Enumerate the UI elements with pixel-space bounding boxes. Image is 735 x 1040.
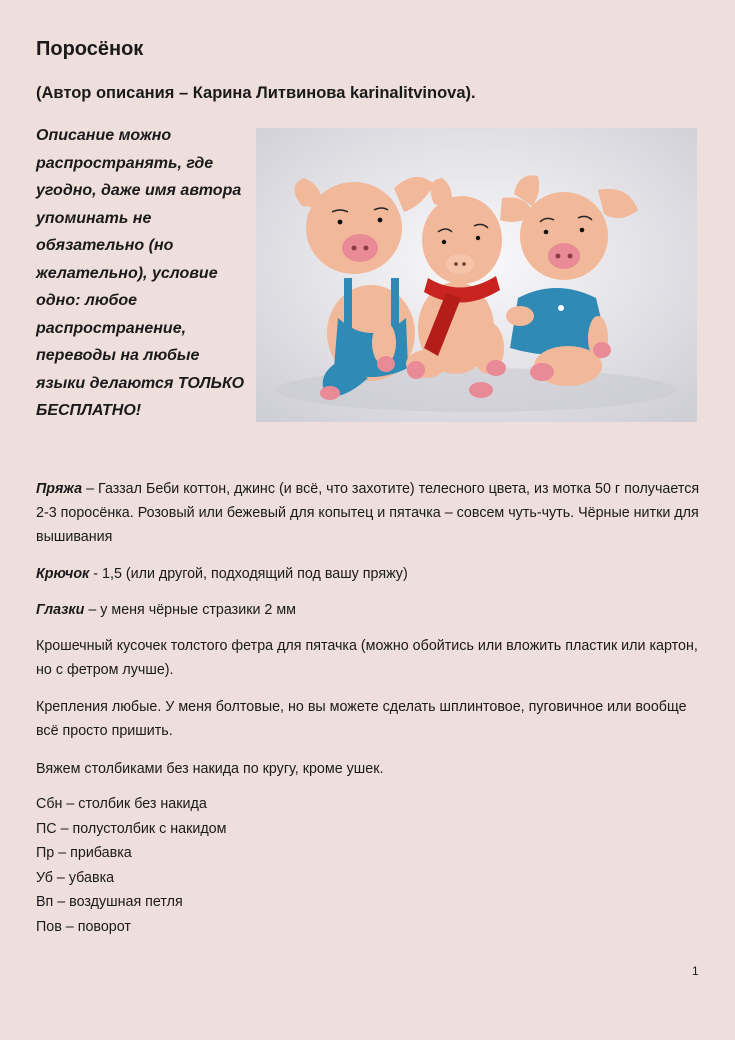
author-line: (Автор описания – Карина Литвинова karinalitvinova). <box>36 84 476 102</box>
hook-text: 1,5 (или другой, подходящий под вашу пряжу) <box>102 566 408 582</box>
list-item: Пов – поворот <box>36 918 131 935</box>
materials-hook <box>36 562 700 586</box>
notice-emphasis: ТОЛЬКО БЕСПЛАТНО! <box>36 374 245 419</box>
eyes-separator: – <box>84 602 101 618</box>
paragraph-joints: Крепления любые. У меня болтовые, но вы можете сделать шплинтовое, пуговичное или вообще всё просто пришить. <box>36 699 687 739</box>
list-item: Сбн – столбик без накида <box>36 796 207 812</box>
page-title: Поросёнок <box>36 38 144 60</box>
pigs-photo <box>256 128 697 422</box>
yarn-label: Пряжа <box>36 481 83 497</box>
paragraph-method: Вяжем столбиками без накида по кругу, кроме ушек. <box>36 761 384 777</box>
materials-eyes <box>36 598 700 622</box>
hook-label: Крючок <box>36 566 90 582</box>
list-item: Уб – убавка <box>36 869 115 886</box>
list-item: Пр – прибавка <box>36 845 132 861</box>
abbreviations-list <box>36 792 226 939</box>
materials-yarn <box>36 477 700 549</box>
list-item: ПС – полустолбик с накидом <box>36 820 227 837</box>
eyes-text: у меня чёрные стразики 2 мм <box>100 602 296 618</box>
yarn-separator: – <box>82 481 98 497</box>
list-item: Вп – воздушная петля <box>36 894 183 910</box>
eyes-label: Глазки <box>36 602 85 618</box>
crochet-pigs-illustration <box>256 128 697 422</box>
paragraph-felt: Крошечный кусочек толстого фетра для пятачка (можно обойтись или вложить пластик или картон, но с фетром лучше). <box>36 638 698 678</box>
page-number: 1 <box>692 964 699 978</box>
yarn-text: Газзал Беби коттон, джинс (и всё, что захотите) телесного цвета, из мотка 50 г получается 2-3 поросёнка. Розовый или бежевый для копытец и пятачка – совсем чуть-чуть. Чёрные нитки для вышивания <box>36 481 700 545</box>
notice-text: Описание можно распространять, где угодно, даже имя автора упоминать не обязательно (но желательно), условие одно: любое распространение, переводы на любые языки делаются <box>36 127 242 392</box>
distribution-notice <box>36 122 246 425</box>
hook-separator: - <box>89 566 103 582</box>
